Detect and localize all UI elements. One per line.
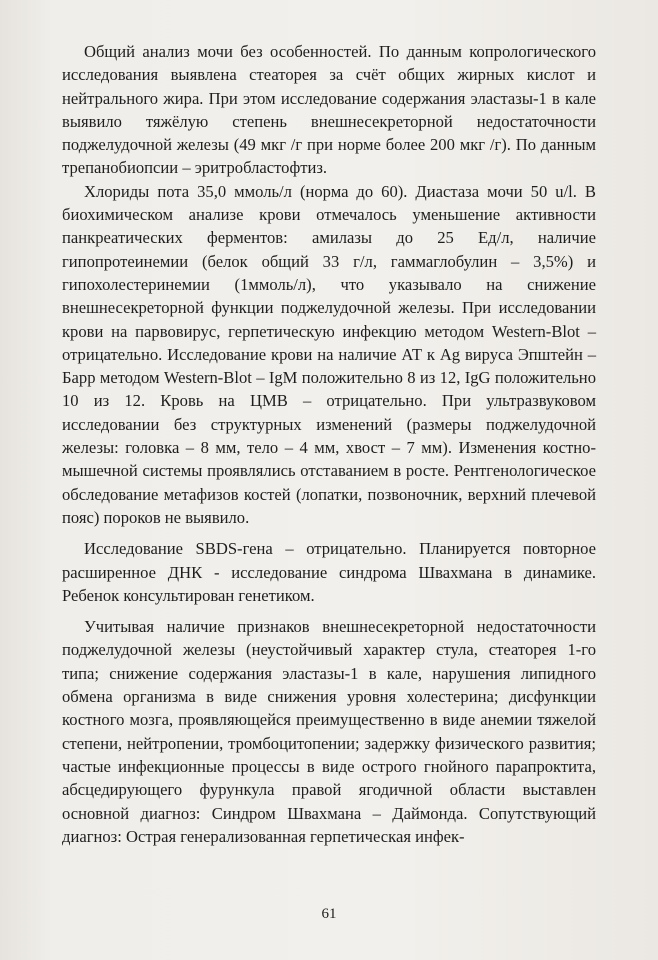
body-text	[62, 40, 596, 848]
paragraph-sbds-gene: Исследование SBDS-гена – отрицательно. Планируется повторное расширенное ДНК - исследование синдрома Швахмана в динамике. Ребенок консультирован генетиком.	[62, 539, 596, 605]
paragraph-lab-results: Хлориды пота 35,0 ммоль/л (норма до 60). Диастаза мочи 50 u/l. В биохимическом анализе крови отмечалось уменьшение активности панкреатических ферментов: амилазы до 25 Ед/л, наличие гипопротеинемии (белок общий 33 г/л, гаммаглобулин – 3,5%) и гипохолестеринемии (1ммоль/л), что указывало на снижение внешнесекреторной функции поджелудочной железы. При исследовании крови на парвовирус, герпетическую инфекцию методом Western-Blot – отрицательно. Исследование крови на наличие АТ к Ag вируса Эпштейн – Барр методом Western-Blot – IgM положительно 8 из 12, IgG положительно 10 из 12. Кровь на ЦМВ – отрицательно. При ультразвуковом исследовании без структурных изменений (размеры поджелудочной железы: головка – 8 мм, тело – 4 мм, хвост – 7 мм). Изменения костно-мышечной системы проявлялись отставанием в росте. Рентгенологическое обследование метафизов костей (лопатки, позвоночник, верхний плечевой пояс) пороков не выявило.	[62, 181, 596, 527]
paragraph-diagnosis: Учитывая наличие признаков внешнесекреторной недостаточности поджелудочной железы (неустойчивый характер стула, стеаторея 1-го типа; снижение содержания эластазы-1 в кале, нарушения липидного обмена организма в виде снижения уровня холестерина; дисфункции костного мозга, проявляющейся преимущественно в виде анемии тяжелой степени, нейтропении, тромбоцитопении; задержку физического развития; частые инфекционные процессы в виде острого гнойного парапроктита, абсцедирующего фурункула правой ягодичной области выставлен основной диагноз: Синдром Швахмана – Даймонда. Сопутствующий диагноз: Острая генерализованная герпетическая инфек-	[62, 617, 596, 846]
page-number: 61	[321, 906, 337, 922]
paragraph-urine-coprology: Общий анализ мочи без особенностей. По данным копрологического исследования выявлена стеаторея за счёт общих жирных кислот и нейтрального жира. При этом исследование содержания эластазы-1 в кале выявило тяжёлую степень внешнесекреторной недостаточности поджелудочной железы (49 мкг /г при норме более 200 мкг /г). По данным трепанобиопсии – эритробластофтиз.	[62, 42, 596, 178]
